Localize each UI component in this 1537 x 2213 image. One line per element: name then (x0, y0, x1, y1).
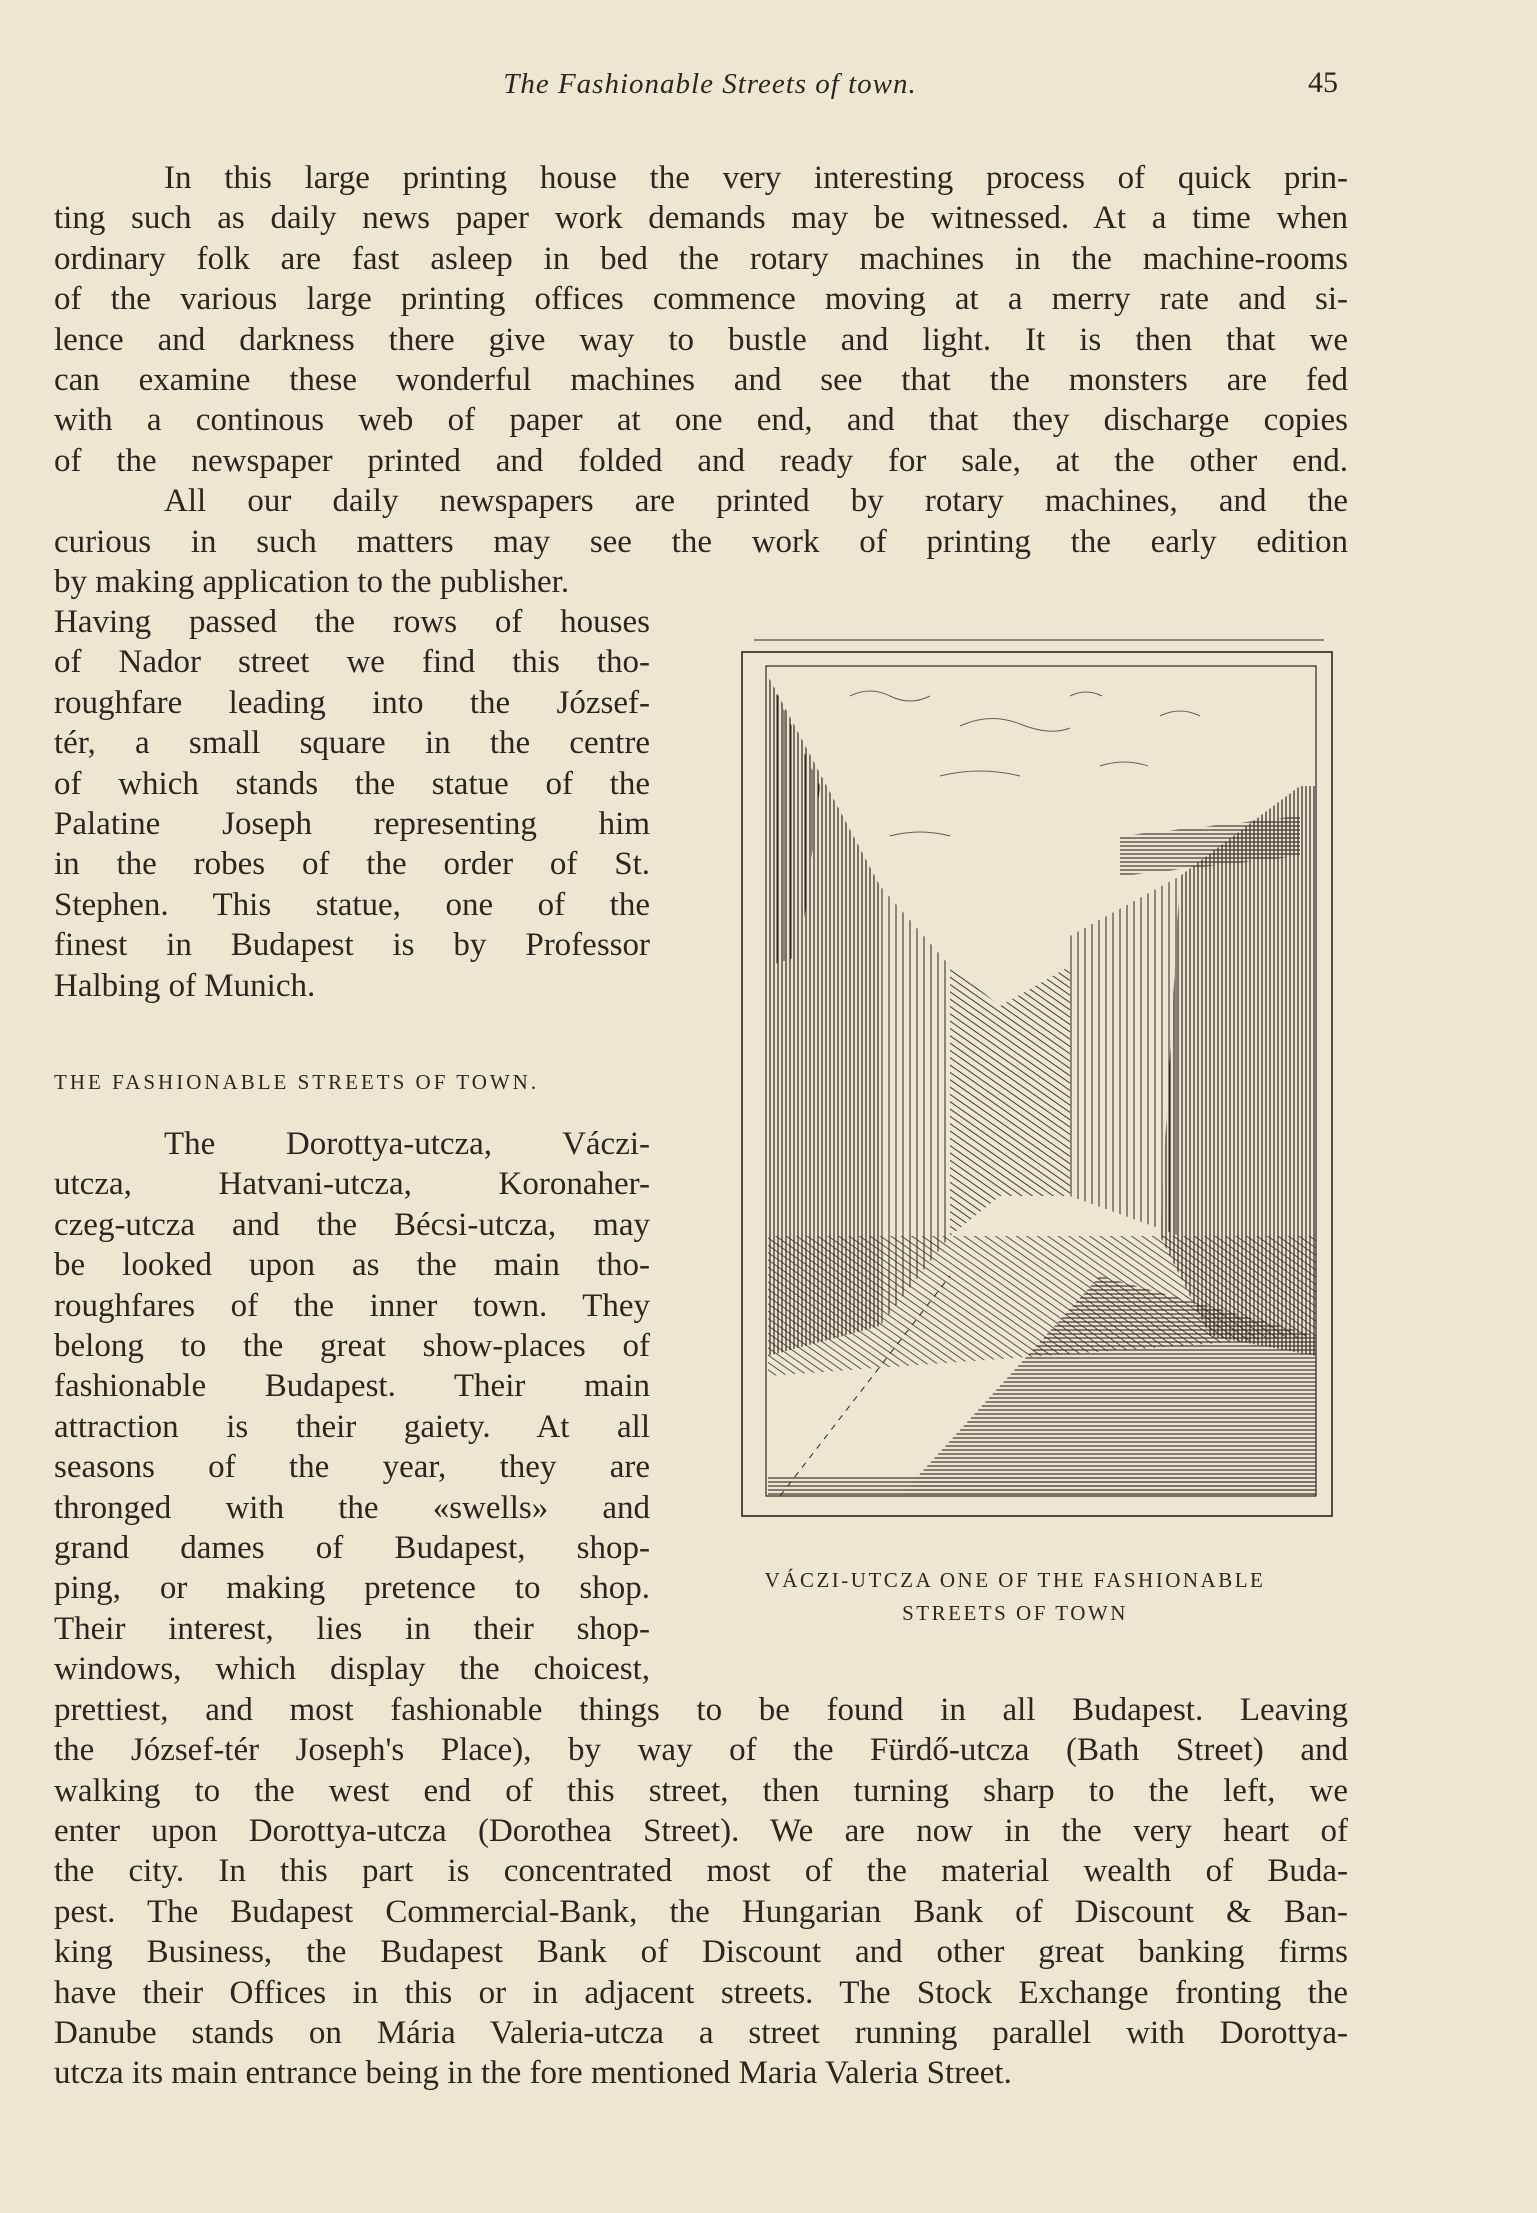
text-line: windows, which display the choicest, (54, 1651, 650, 1688)
text-line: The Dorottya-utcza, Váczi- (164, 1126, 650, 1162)
text-line: belong to the great show-places of (54, 1328, 650, 1365)
text-line: fashionable Budapest. Their main (54, 1368, 650, 1405)
text-line: Having passed the rows of houses (54, 604, 650, 640)
text-line: with a continous web of paper at one end, and that they discharge copies (54, 402, 1348, 439)
text-line: finest in Budapest is by Professor (54, 927, 650, 964)
text-line: ordinary folk are fast asleep in bed the rotary machines in the machine-rooms (54, 240, 1348, 277)
text-line: seasons of the year, they are (54, 1449, 650, 1486)
text-line: roughfare leading into the József- (54, 684, 650, 721)
text-line: Halbing of Munich. (54, 967, 316, 1004)
text-line: Danube stands on Mária Valeria-utcza a street running parallel with Dorottya- (54, 2014, 1348, 2051)
text-line: utcza its main entrance being in the fore mentioned Maria Valeria Street. (54, 2055, 1012, 2092)
text-line: All our daily newspapers are printed by rotary machines, and the (164, 483, 1348, 520)
page-number: 45 (1308, 66, 1338, 99)
text-line: In this large printing house the very interesting process of quick prin- (164, 160, 1348, 196)
text-line: enter upon Dorottya-utcza (Dorothea Street). We are now in the very heart of (54, 1812, 1348, 1849)
text-line: lence and darkness there give way to bustle and light. It is then that we (54, 321, 1348, 358)
caption-line: STREETS OF TOWN (902, 1601, 1128, 1625)
caption-line: VÁCZI-UTCZA ONE OF THE FASHIONABLE (764, 1568, 1266, 1592)
text-line: have their Offices in this or in adjacent streets. The Stock Exchange fronting the (54, 1974, 1348, 2011)
text-line: ting such as daily news paper work demands may be witnessed. At a time when (54, 200, 1348, 237)
text-line: ping, or making pretence to shop. (54, 1570, 650, 1607)
text-line: utcza, Hatvani-utcza, Koronaher- (54, 1166, 650, 1203)
text-line: the city. In this part is concentrated most of the material wealth of Buda- (54, 1853, 1348, 1890)
text-line: in the robes of the order of St. (54, 846, 650, 883)
text-line: thronged with the «swells» and (54, 1489, 650, 1526)
paragraph-jozsef-ter (54, 602, 650, 1006)
text-line: be looked upon as the main tho- (54, 1247, 650, 1284)
text-line: attraction is their gaiety. At all (54, 1408, 650, 1445)
text-line: Stephen. This statue, one of the (54, 886, 650, 923)
text-line: tér, a small square in the centre (54, 725, 650, 762)
text-line: can examine these wonderful machines and see that the monsters are fed (54, 362, 1348, 399)
text-line: of which stands the statue of the (54, 765, 650, 802)
text-line: by making application to the publisher. (54, 564, 570, 601)
text-line: roughfares of the inner town. They (54, 1287, 650, 1324)
text-line: Their interest, lies in their shop- (54, 1610, 650, 1647)
text-line: of Nador street we find this tho- (54, 644, 650, 681)
paragraph-printing-house (54, 158, 1348, 602)
text-line: king Business, the Budapest Bank of Discount and other great banking firms (54, 1934, 1348, 1971)
text-line: curious in such matters may see the work of printing the early edition (54, 523, 1348, 560)
vaczi-utcza-engraving (740, 636, 1338, 1524)
text-line: grand dames of Budapest, shop- (54, 1530, 650, 1567)
text-line: walking to the west end of this street, then turning sharp to the left, we (54, 1772, 1348, 1809)
text-line: prettiest, and most fashionable things to be found in all Budapest. Leaving (54, 1691, 1348, 1728)
text-line: of the various large printing offices commence moving at a merry rate and si- (54, 281, 1348, 318)
text-line: Palatine Joseph representing him (54, 806, 650, 843)
running-title: The Fashionable Streets of town. (503, 68, 917, 100)
text-line: the József-tér Joseph's Place), by way of the Fürdő-utcza (Bath Street) and (54, 1732, 1348, 1769)
text-line: pest. The Budapest Commercial-Bank, the Hungarian Bank of Discount & Ban- (54, 1893, 1348, 1930)
text-line: czeg-utcza and the Bécsi-utcza, may (54, 1206, 650, 1243)
text-line: of the newspaper printed and folded and ready for sale, at the other end. (54, 442, 1348, 479)
figure-caption (700, 1564, 1330, 1630)
section-heading: THE FASHIONABLE STREETS OF TOWN. (54, 1070, 540, 1094)
